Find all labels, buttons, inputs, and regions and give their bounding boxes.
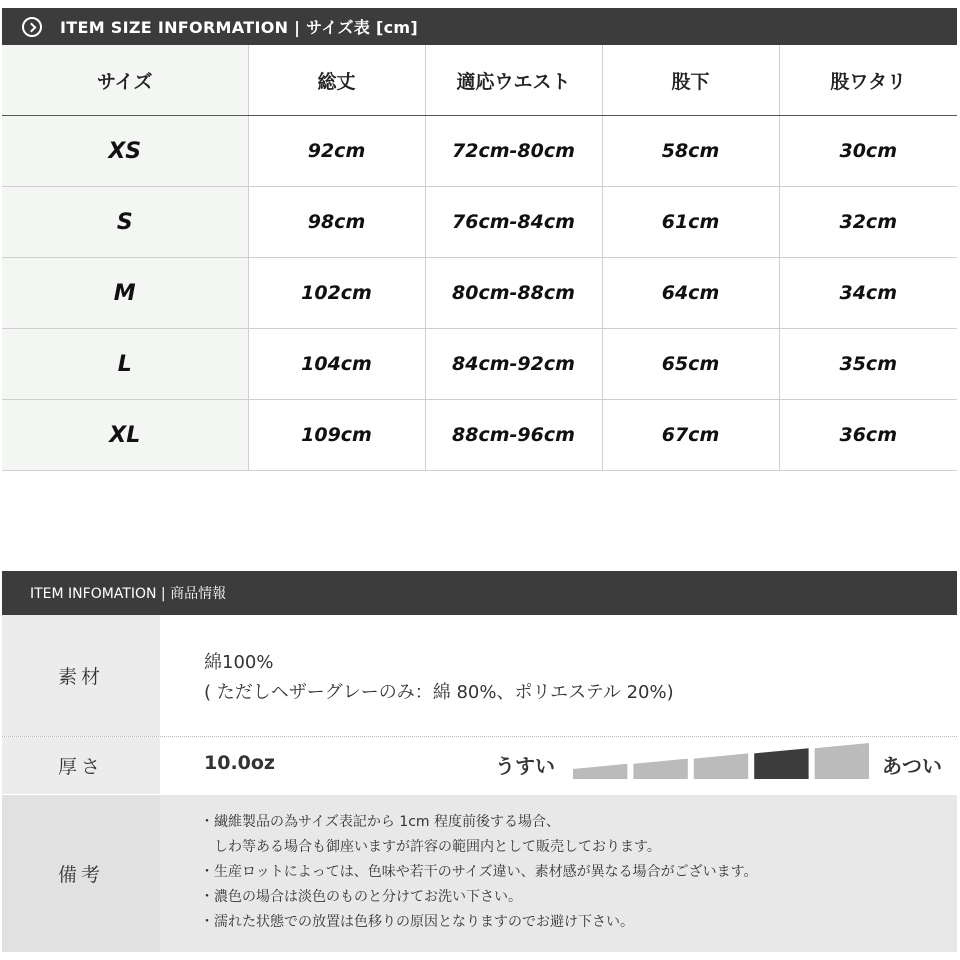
table-row [2, 329, 957, 400]
thickness-level-1 [573, 764, 627, 779]
total-length-cell: 109cm [248, 400, 425, 471]
inseam-cell: 58cm [602, 116, 779, 187]
inseam-cell: 67cm [602, 400, 779, 471]
material-label: 素材 [2, 615, 160, 736]
notes-row [2, 795, 957, 952]
note-line: しわ等ある場合も御座いますが許容の範囲内として販売しております。 [200, 839, 661, 855]
header-waist: 適応ウエスト [425, 45, 602, 116]
note-line: ・繊維製品の為サイズ表記から 1cm 程度前後する場合、 [200, 814, 561, 830]
header-size: サイズ [2, 45, 248, 116]
thigh-cell: 30cm [779, 116, 957, 187]
table-row [2, 400, 957, 471]
thigh-cell: 36cm [779, 400, 957, 471]
total-length-cell: 102cm [248, 258, 425, 329]
table-row [2, 258, 957, 329]
waist-cell: 76cm-84cm [425, 187, 602, 258]
table-row [2, 187, 957, 258]
waist-cell: 88cm-96cm [425, 400, 602, 471]
thickness-level-3 [694, 753, 748, 779]
chevron-right-circle-icon [22, 17, 42, 37]
total-length-cell: 98cm [248, 187, 425, 258]
size-section-header [2, 8, 957, 45]
info-section-header [2, 571, 957, 615]
size-table [2, 45, 957, 471]
size-cell: XL [2, 400, 248, 471]
material-line: ( ただしヘザーグレーのみ：綿 80%、ポリエステル 20%) [204, 682, 674, 703]
thickness-value: 10.0oz [204, 752, 275, 774]
thickness-row [2, 737, 957, 794]
header-inseam: 股下 [602, 45, 779, 116]
thigh-cell: 34cm [779, 258, 957, 329]
thigh-cell: 32cm [779, 187, 957, 258]
thin-label: うすい [495, 754, 555, 778]
inseam-cell: 65cm [602, 329, 779, 400]
info-section-title: ITEM INFOMATION | 商品情報 [30, 586, 227, 602]
material-value [160, 615, 957, 736]
inseam-cell: 64cm [602, 258, 779, 329]
size-cell: M [2, 258, 248, 329]
material-row [2, 615, 957, 737]
thickness-level-2 [633, 759, 687, 779]
inseam-cell: 61cm [602, 187, 779, 258]
waist-cell: 80cm-88cm [425, 258, 602, 329]
note-line: ・生産ロットによっては、色味や若干のサイズ違い、素材感が異なる場合がございます。 [200, 864, 758, 880]
size-section-title: ITEM SIZE INFORMATION | サイズ表 [cm] [60, 18, 418, 37]
header-thigh: 股ワタリ [779, 45, 957, 116]
waist-cell: 72cm-80cm [425, 116, 602, 187]
thickness-value-area [160, 737, 957, 794]
total-length-cell: 92cm [248, 116, 425, 187]
size-table-header-row [2, 45, 957, 116]
thickness-level-5 [815, 743, 869, 779]
thick-label: あつい [882, 754, 942, 778]
thickness-label: 厚さ [2, 737, 160, 794]
notes-value [160, 795, 957, 952]
table-row [2, 116, 957, 187]
header-total-length: 総丈 [248, 45, 425, 116]
waist-cell: 84cm-92cm [425, 329, 602, 400]
thickness-scale [573, 743, 869, 779]
material-line: 綿100% [204, 652, 274, 673]
notes-label: 備考 [2, 795, 160, 952]
total-length-cell: 104cm [248, 329, 425, 400]
thickness-level-4 [754, 748, 808, 779]
size-cell: L [2, 329, 248, 400]
note-line: ・濡れた状態での放置は色移りの原因となりますのでお避け下さい。 [200, 914, 634, 930]
size-cell: XS [2, 116, 248, 187]
note-line: ・濃色の場合は淡色のものと分けてお洗い下さい。 [200, 889, 522, 905]
thigh-cell: 35cm [779, 329, 957, 400]
size-cell: S [2, 187, 248, 258]
